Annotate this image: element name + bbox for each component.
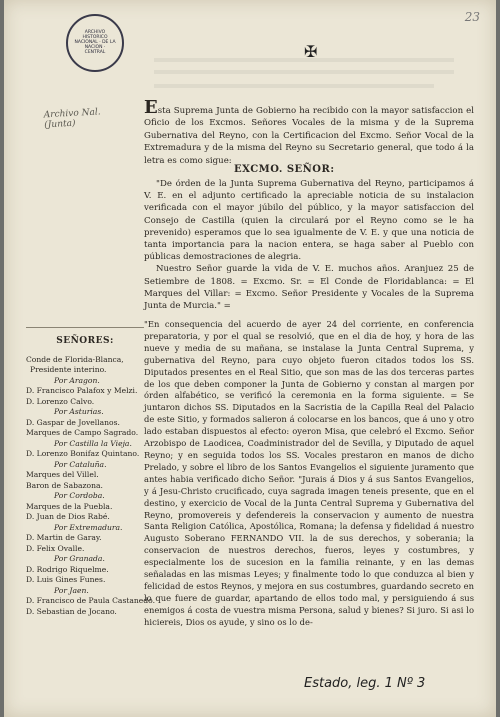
province-label: Por Castilla la Vieja.	[54, 438, 132, 448]
member-name: D. Felix Ovalle.	[26, 543, 85, 553]
member-name: Marques de la Puebla.	[26, 501, 113, 511]
archive-reference: Estado, leg. 1 Nº 3	[304, 676, 426, 691]
cross-icon: ✠	[304, 42, 318, 61]
letter-heading: EXCMO. SEÑOR:	[234, 164, 335, 175]
dropcap: E	[144, 97, 158, 118]
province-label: Por Cordoba.	[54, 491, 105, 500]
province-label: Por Granada.	[54, 554, 105, 563]
province-label: Por Asturias.	[54, 407, 104, 416]
intro-text: sta Suprema Junta de Gobierno ha recibido con la mayor satisfaccion el Oficio de los Excmos. Señores Vocales de la misma y de la Suprema Gubernativa del Reyno, con la Certificacion del Excmo. Señor Vocal de la Extremadura y de la misma del Reyno su Secretario general, que todo á la letra es como sigue:	[144, 106, 474, 166]
member-name: D. Sebastian de Jocano.	[26, 606, 117, 616]
stamp-text: ARCHIVO HISTORICO NACIONAL · DE LA NACION · CENTRAL	[74, 30, 116, 55]
intro-paragraph	[144, 97, 474, 167]
member-name: D. Francisco de Paula Castanedo.	[26, 596, 156, 605]
member-name: D. Juan de Dios Rabé.	[26, 512, 110, 521]
province-label: Por Jaen.	[54, 585, 89, 595]
certificate-text	[144, 319, 474, 629]
member-name: D. Gaspar de Jovellanos.	[26, 417, 120, 427]
page-number: 23	[464, 10, 480, 24]
province-label: Por Cataluña.	[54, 459, 107, 469]
first-letter-closing: Nuestro Señor guarde la vida de V. E. muchos años. Aranjuez 25 de Setiembre de 1808. = Excmo. Sr. = El Conde de Floridablanca: = El Marques del Villar: = Excmo. Señor Presidente y Vocales de la Suprema Junta de Murcia." =	[144, 264, 474, 312]
member-name: Presidente interino.	[30, 365, 107, 374]
member-name: Marques de Campo Sagrado.	[26, 428, 139, 437]
divider	[26, 327, 144, 328]
members-entries	[26, 354, 156, 618]
province-label: Por Aragon.	[54, 375, 100, 385]
member-name: Marques del Villel.	[26, 470, 99, 479]
member-name: D. Lorenzo Calvo.	[26, 396, 95, 406]
province-label: Por Extremadura.	[54, 522, 123, 532]
member-name: D. Francisco Palafox y Melzi.	[26, 386, 138, 395]
members-list	[26, 336, 156, 617]
member-name: D. Luis Gines Funes.	[26, 575, 106, 584]
member-name: D. Lorenzo Bonifaz Quintano.	[26, 449, 140, 458]
member-name: Baron de Sabazona.	[26, 480, 103, 490]
member-name: D. Rodrigo Riquelme.	[26, 564, 109, 574]
member-name: Conde de Florida-Blanca,	[26, 354, 124, 364]
bleed-through	[154, 58, 454, 62]
certificate-body: "En consequencia del acuerdo de ayer 24 del corriente, en conferencia preparatoria, y por el qual se resolvió, que en el dia de hoy, y hora de las nueve y media de su mañana, se instalase la Junta Central Suprema, y gubernativa del Reyno, para cuyo objeto fueron citados todos los SS. Diputados presentes en el Real Sitio, que son mas de las dos terceras partes de los que deben componer la Junta de Gobierno y constan al margen por órden alfabético, se verificó la ceremonia en la forma siguiente. = Se juntaron dichos SS. Diputados en la Sacristia de la Capilla Real del Palacio de este Sitio, y formados salieron á colocarse en los bancos, que á uno y otro lado estaban dispuestos al efecto: oyeron Misa, que celebró el Excmo. Señor Arzobispo de Laodicea, Coadministrador del de Sevilla, y Diputado de aquel Reyno; y en seguida todos los SS. Vocales prestaron en manos de dicho Prelado, y sobre el libro de los Santos Evangelios el siguiente juramento que antes habia verificado dicho Señor. "Jurais á Dios y á sus Santos Evangelios, y á Jesu-Christo crucificado, cuya sagrada imagen teneis presente, que en el destino, y exercicio de Vocal de la Junta Central Suprema y Gubernativa del Reyno, promovereis y defendereis la conservacion y aumento de nuestra Santa Religion Católica, Apostólica, Romana; la defensa y fidelidad á nuestro Augusto Soberano FERNANDO VII. la de sus derechos, y soberania; la conservacion de nuestros derechos, fueros, leyes y costumbres, y especialmente los de sucesion en la familia reinante, y en las demas señaladas en las mismas Leyes; y finalmente todo lo que conduzca al bien y felicidad de estos Reynos, y mejora en sus costumbres, guardando secreto en lo que fuere de guardar, apartando de ellos todo mal, y persiguiendo á sus enemigos á costa de vuestra misma Persona, salud y bienes? Si juro. Si asi lo hiciereis, Dios os ayude, y sino os lo de-	[144, 319, 474, 627]
first-letter	[144, 178, 474, 312]
first-letter-body: "De órden de la Junta Suprema Gubernativa del Reyno, participamos á V. E. en el adjunto certificado la apreciable noticia de su instalacion verificada con el mayor júbilo del público, y la mayor satisfaccion del Consejo de Castilla (quien la circulará por el Reyno como se le ha prevenido) esperamos que lo sea igualmente de V. E. y que una noticia de tanta importancia para la nacion entera, se haga saber al Pueblo con públicas demostraciones de alegria.	[144, 179, 474, 263]
archive-stamp-icon	[66, 14, 124, 72]
member-name: D. Martin de Garay.	[26, 533, 102, 542]
margin-note: Archivo Nal. (Junta)	[43, 107, 101, 131]
bleed-through	[154, 70, 454, 74]
bleed-through	[154, 84, 434, 88]
document-page	[4, 0, 496, 717]
members-title: SEÑORES:	[56, 336, 114, 346]
